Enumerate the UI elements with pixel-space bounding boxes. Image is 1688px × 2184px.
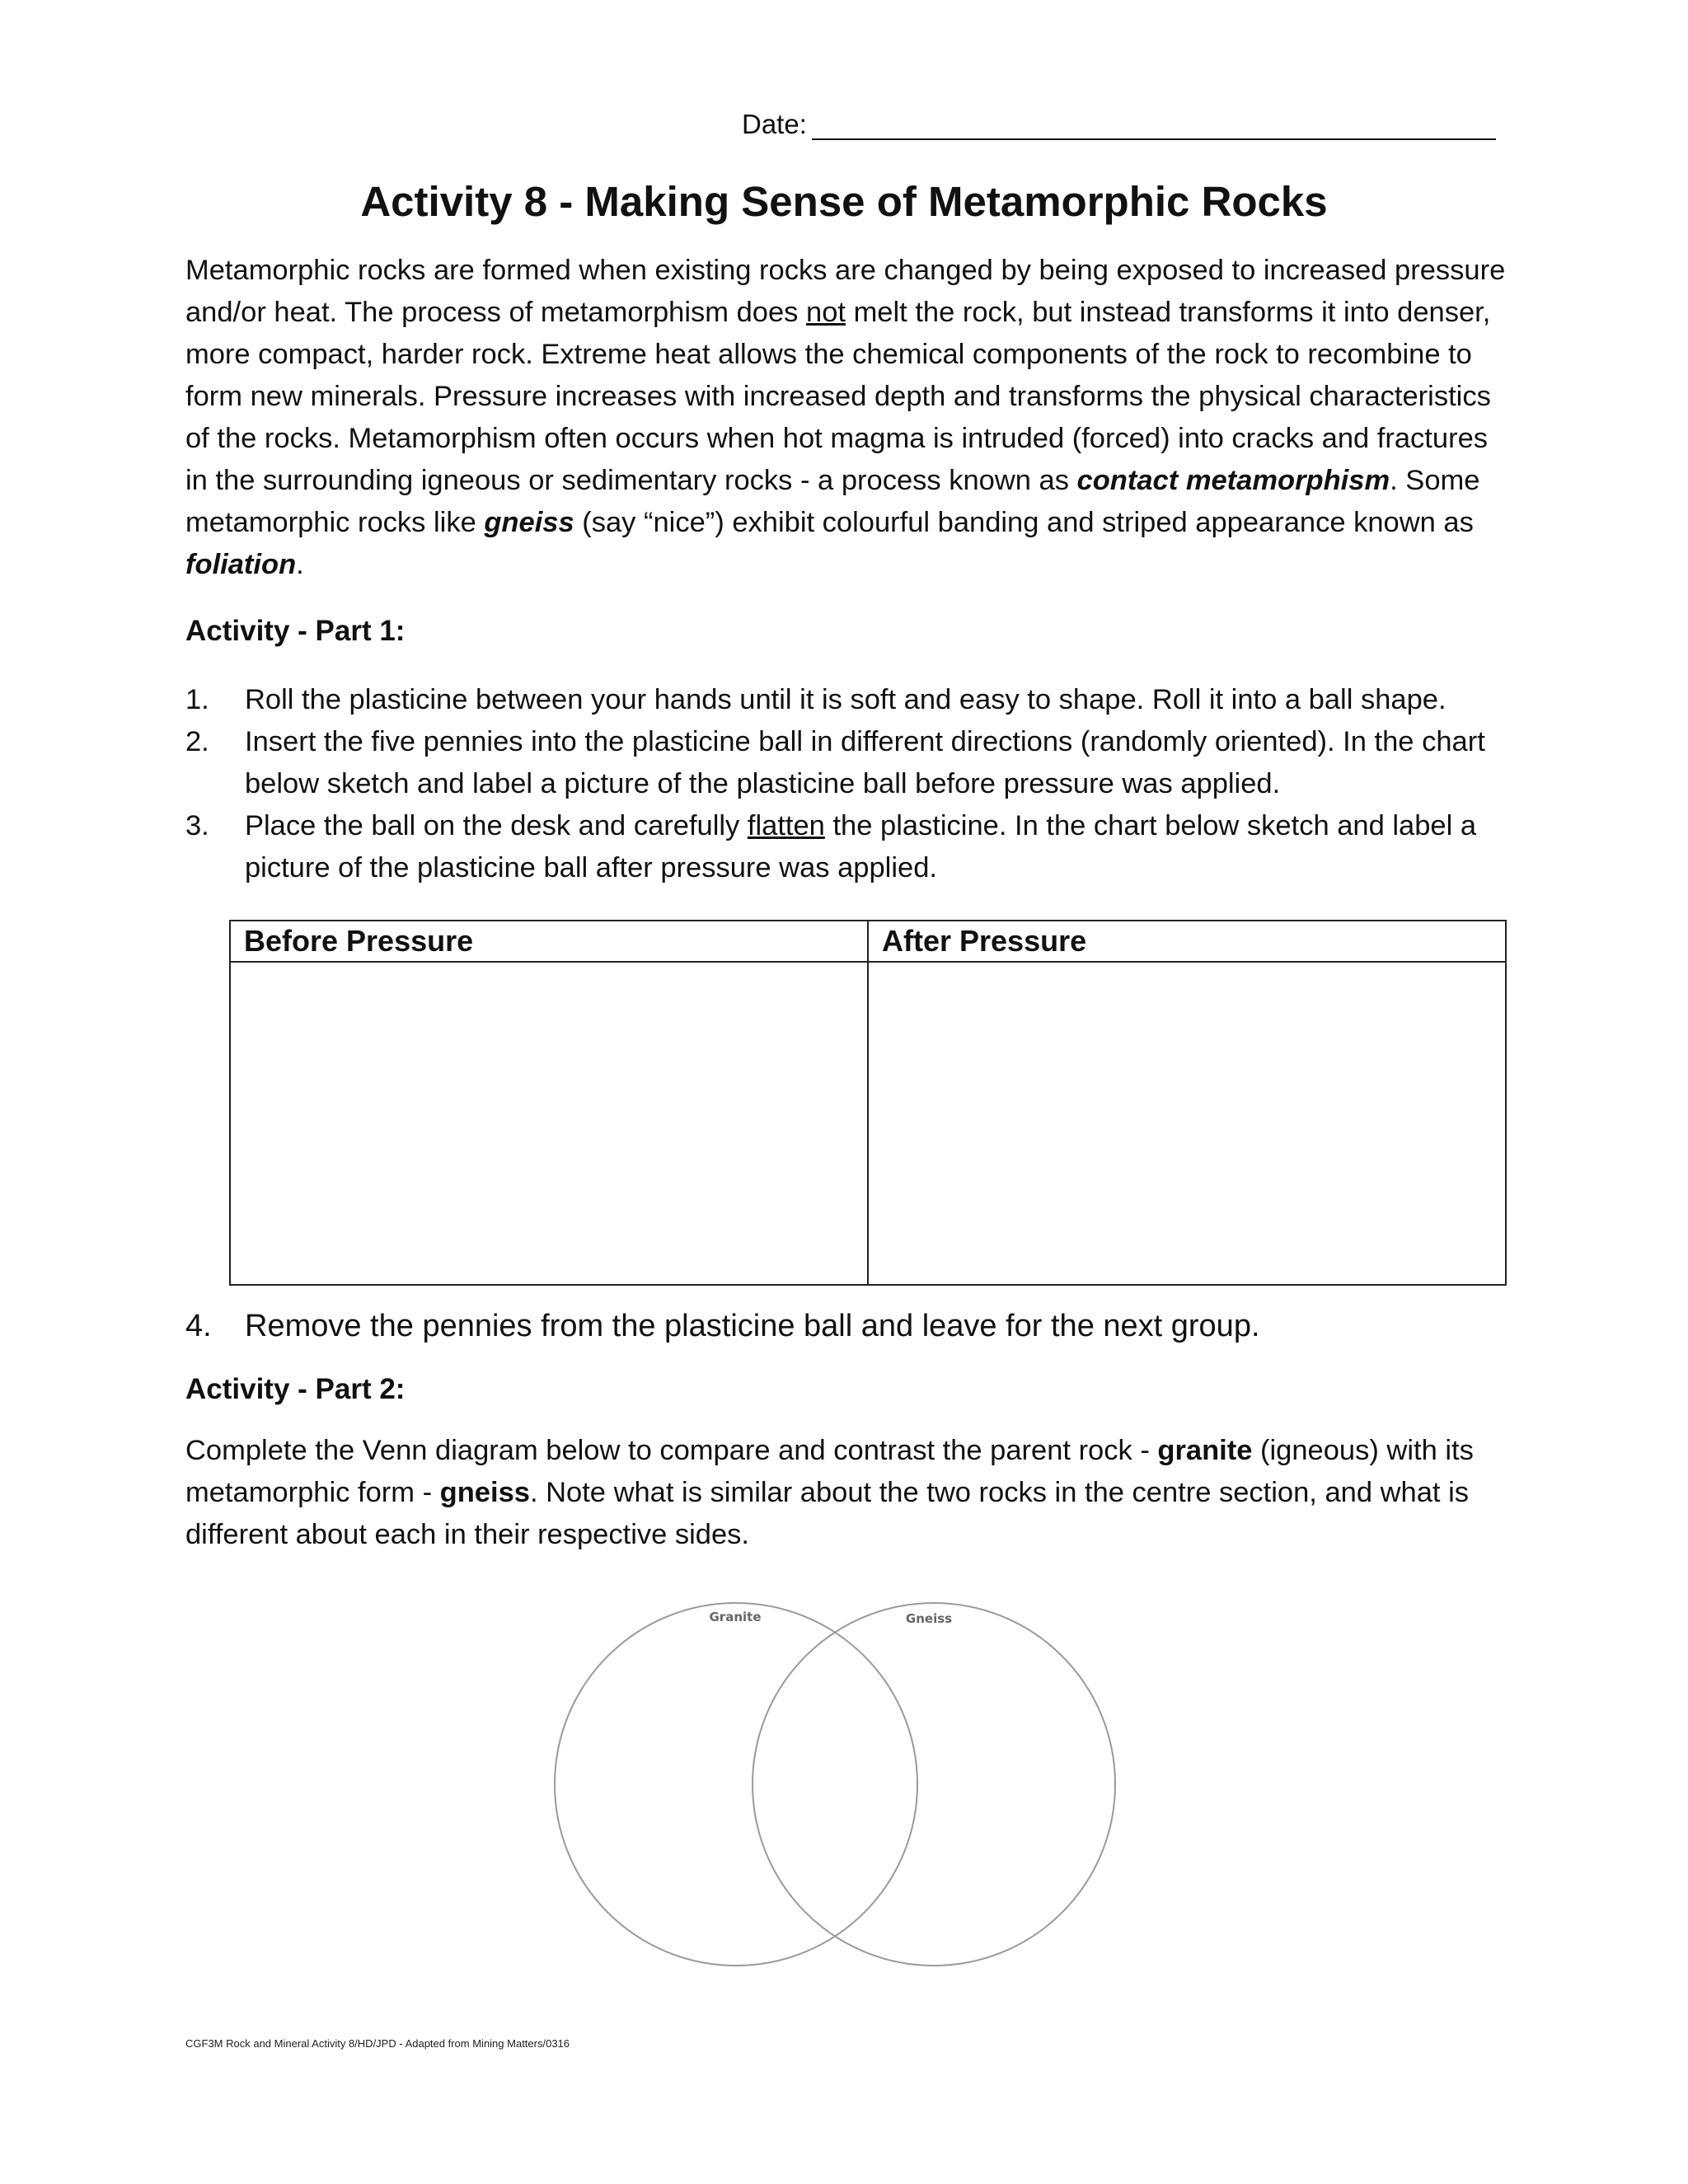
step-text: the plasticine. In the chart below sketch and label a picture of the plasticine ball after pressure was applied. [245, 810, 1477, 883]
part1-steps [185, 679, 1521, 889]
part2-heading: Activity - Part 2: [185, 1373, 406, 1405]
intro-text-5: . [296, 549, 304, 580]
step-text: Roll the plasticine between your hands until it is soft and easy to shape. Roll it into a ball shape. [245, 684, 1447, 715]
date-blank-line[interactable] [812, 114, 1496, 140]
emphasis-flatten: flatten [747, 810, 825, 841]
step-text: Insert the five pennies into the plasticine ball in different directions (randomly oriented). In the chart below sketch and label a picture of the plasticine ball before pressure was applied. [245, 726, 1485, 799]
before-pressure-sketch-area[interactable] [230, 962, 868, 1285]
part2-text-1: Complete the Venn diagram below to compare and contrast the parent rock - [185, 1435, 1158, 1466]
header-before-pressure: Before Pressure [230, 921, 868, 962]
step-text: Place the ball on the desk and carefully [245, 810, 748, 841]
venn-circle-gneiss[interactable] [753, 1603, 1115, 1966]
step-number: 2. [185, 726, 209, 757]
venn-circle-granite[interactable] [555, 1603, 917, 1966]
term-gneiss-bold: gneiss [439, 1477, 530, 1508]
part2-text-2: (igneous) with its metamorphic form - [185, 1435, 1474, 1508]
term-foliation: foliation [185, 549, 297, 580]
term-gneiss: gneiss [484, 507, 574, 538]
intro-paragraph [185, 250, 1512, 586]
step-text: Remove the pennies from the plasticine ball and leave for the next group. [245, 1309, 1260, 1343]
date-label: Date: [742, 109, 807, 139]
intro-text-1: Metamorphic rocks are formed when existing rocks are changed by being exposed to increased pressure and/or heat. The process of metamorphism does [185, 255, 1506, 328]
list-item [185, 679, 1521, 721]
pressure-chart [229, 920, 1507, 1286]
step-number: 3. [185, 810, 209, 841]
step-number: 4. [185, 1309, 212, 1343]
footer-note: CGF3M Rock and Mineral Activity 8/HD/JPD - Adapted from Mining Matters/0316 [185, 2037, 570, 2050]
header-after-pressure: After Pressure [868, 921, 1506, 962]
part2-paragraph [185, 1430, 1512, 1556]
intro-text-3: . Some metamorphic rocks like [185, 465, 1480, 538]
term-contact-metamorphism: contact metamorphism [1076, 465, 1390, 496]
list-item [185, 721, 1521, 805]
list-item [185, 805, 1521, 889]
intro-text-4: (say “nice”) exhibit colourful banding and striped appearance known as [574, 507, 1474, 538]
page-title: Activity 8 - Making Sense of Metamorphic Rocks [360, 178, 1328, 225]
part2-text-3: . Note what is similar about the two rocks in the centre section, and what is different about each in their respective sides. [185, 1477, 1469, 1550]
part1-heading: Activity - Part 1: [185, 615, 406, 647]
step-number: 1. [185, 684, 209, 715]
after-pressure-sketch-area[interactable] [868, 962, 1506, 1285]
step-4 [185, 1309, 1260, 1344]
intro-text-2: melt the rock, but instead transforms it into denser, more compact, harder rock. Extreme heat allows the chemical components of the rock to recombine to form new minerals. Pressure increases with increased depth and transforms the physical characteristics of the rocks. Metamorphism often occurs when hot magma is intruded (forced) into cracks and fractures in the surrounding igneous or sedimentary rocks - a process known as [185, 297, 1491, 496]
term-granite: granite [1157, 1435, 1253, 1466]
venn-diagram [528, 1582, 1170, 1994]
venn-label-gneiss: Gneiss [905, 1611, 953, 1626]
venn-label-granite: Granite [709, 1610, 762, 1624]
date-field [742, 109, 1496, 140]
emphasis-not: not [806, 297, 846, 328]
